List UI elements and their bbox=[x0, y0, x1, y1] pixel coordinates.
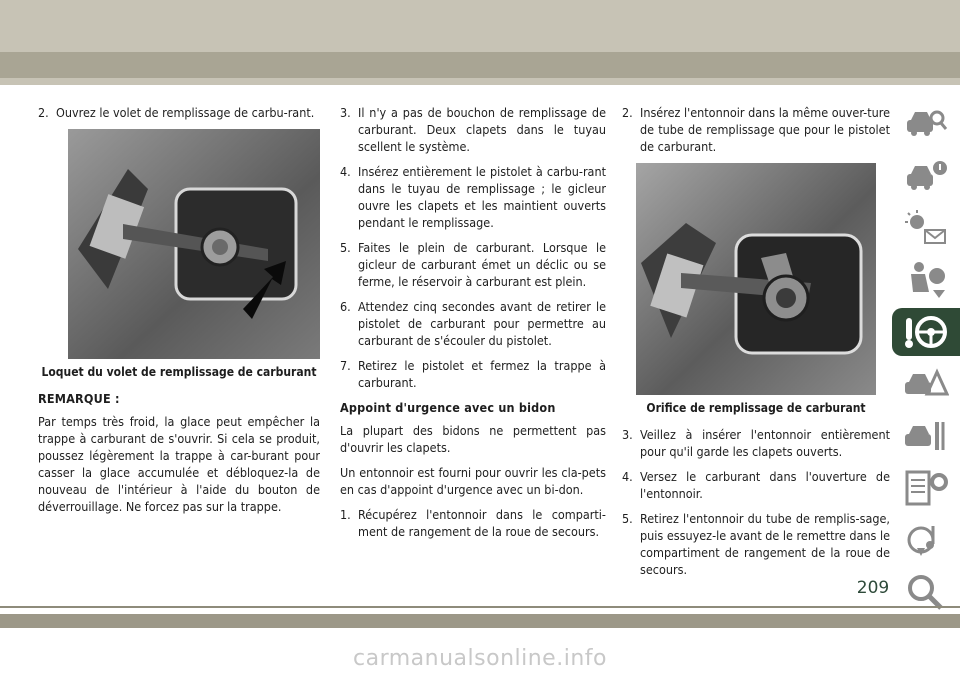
step-number: 5. bbox=[340, 240, 351, 255]
emergency-para-1: La plupart des bidons ne permettent pas d'ouvrir les clapets. bbox=[340, 423, 606, 455]
step-text: Ouvrez le volet de remplissage de carbu-rant. bbox=[56, 105, 315, 120]
step-number: 2. bbox=[38, 105, 49, 120]
tab-starting-driving[interactable] bbox=[892, 308, 960, 356]
fuel-flap-latch-photo bbox=[68, 129, 320, 359]
fuel-filler-opening-photo bbox=[636, 163, 876, 395]
column-2 bbox=[340, 104, 606, 548]
step-number: 7. bbox=[340, 358, 351, 373]
step-text: Faites le plein de carburant. Lorsque le gicleur de carburant émet un déclic ou se ferme, le réservoir à carburant est plein. bbox=[358, 240, 606, 289]
emergency-step-2 bbox=[622, 104, 890, 155]
tab-seat-airbag[interactable] bbox=[892, 256, 960, 304]
step-number: 2. bbox=[622, 105, 633, 120]
step-6 bbox=[340, 298, 606, 349]
tab-index-search[interactable] bbox=[892, 568, 960, 616]
step-number: 4. bbox=[622, 469, 633, 484]
chapter-tabs bbox=[892, 100, 960, 672]
breakdown-warning-icon bbox=[903, 364, 949, 404]
tab-dashboard-lights[interactable] bbox=[892, 204, 960, 252]
step-text: Il n'y a pas de bouchon de remplissage de carburant. Deux clapets dans le tuyau scellent le système. bbox=[358, 105, 606, 154]
photo2-caption: Orifice de remplissage de carburant bbox=[646, 401, 866, 415]
emergency-heading: Appoint d'urgence avec un bidon bbox=[340, 400, 556, 415]
tab-multimedia[interactable] bbox=[892, 516, 960, 564]
car-info-icon bbox=[903, 156, 949, 196]
tab-car-search[interactable] bbox=[892, 100, 960, 148]
page-number: 209 bbox=[856, 578, 890, 598]
step-text: Insérez entièrement le pistolet à carbu-rant dans le tuyau de remplissage ; le gicleur ouvre les clapets et les maintient ouverts pendant le remplissage. bbox=[358, 164, 606, 230]
step-text: Versez le carburant dans l'ouverture de l'entonnoir. bbox=[640, 469, 890, 501]
step-4 bbox=[340, 163, 606, 231]
steering-key-icon bbox=[903, 312, 949, 352]
dashboard-lights-icon bbox=[903, 208, 949, 248]
emergency-para-2: Un entonnoir est fourni pour ouvrir les cla-pets en cas d'appoint d'urgence avec un bi-don. bbox=[340, 465, 606, 497]
step-text: Récupérez l'entonnoir dans le comparti-ment de rangement de la roue de secours. bbox=[358, 507, 606, 539]
tab-maintenance[interactable] bbox=[892, 412, 960, 460]
note-text: Par temps très froid, la glace peut empêcher la trappe à carburant de s'ouvrir. Si cela se produit, poussez légèrement la trappe à car-burant pour casser la glace accumulée et débloquez-la de nouveau de l'intérieur à l'aide du bouton de déverrouillage. Ne forcez pas sur la trappe. bbox=[38, 414, 320, 514]
footer-band-strip bbox=[0, 614, 960, 628]
step-5 bbox=[340, 239, 606, 290]
emergency-step-1 bbox=[340, 506, 606, 540]
step-number: 3. bbox=[340, 105, 351, 120]
step-number: 6. bbox=[340, 299, 351, 314]
step-number: 4. bbox=[340, 164, 351, 179]
specifications-gear-icon bbox=[903, 468, 949, 508]
multimedia-icon bbox=[903, 520, 949, 560]
tab-car-info[interactable] bbox=[892, 152, 960, 200]
step-2-open-flap bbox=[38, 104, 320, 121]
tab-specifications[interactable] bbox=[892, 464, 960, 512]
footer-line bbox=[0, 606, 960, 608]
seat-airbag-icon bbox=[903, 260, 949, 300]
watermark: carmanualsonline.info bbox=[353, 646, 607, 671]
header-band-strip bbox=[0, 52, 960, 78]
emergency-step-4 bbox=[622, 468, 890, 502]
column-3 bbox=[622, 104, 890, 586]
step-text: Retirez l'entonnoir du tube de remplis-sage, puis essuyez-le avant de le remettre dans le compartiment de rangement de la roue de secours. bbox=[640, 511, 890, 577]
step-3 bbox=[340, 104, 606, 155]
emergency-step-3 bbox=[622, 426, 890, 460]
step-number: 5. bbox=[622, 511, 633, 526]
car-search-icon bbox=[903, 104, 949, 144]
step-text: Insérez l'entonnoir dans la même ouver-ture de tube de remplissage que pour le pistolet de carburant. bbox=[640, 105, 890, 154]
step-number: 1. bbox=[340, 507, 351, 522]
column-1 bbox=[38, 104, 320, 523]
tab-breakdown[interactable] bbox=[892, 360, 960, 408]
emergency-step-5 bbox=[622, 510, 890, 578]
step-text: Attendez cinq secondes avant de retirer le pistolet de carburant pour permettre au carburant de s'écouler du pistolet. bbox=[358, 299, 606, 348]
photo1-caption: Loquet du volet de remplissage de carburant bbox=[41, 365, 317, 379]
step-text: Retirez le pistolet et fermez la trappe à carburant. bbox=[358, 358, 606, 390]
step-7 bbox=[340, 357, 606, 391]
car-maintenance-icon bbox=[903, 416, 949, 456]
step-number: 3. bbox=[622, 427, 633, 442]
step-text: Veillez à insérer l'entonnoir entièrement pour qu'il garde les clapets ouverts. bbox=[640, 427, 890, 459]
note-heading: REMARQUE : bbox=[38, 391, 120, 406]
